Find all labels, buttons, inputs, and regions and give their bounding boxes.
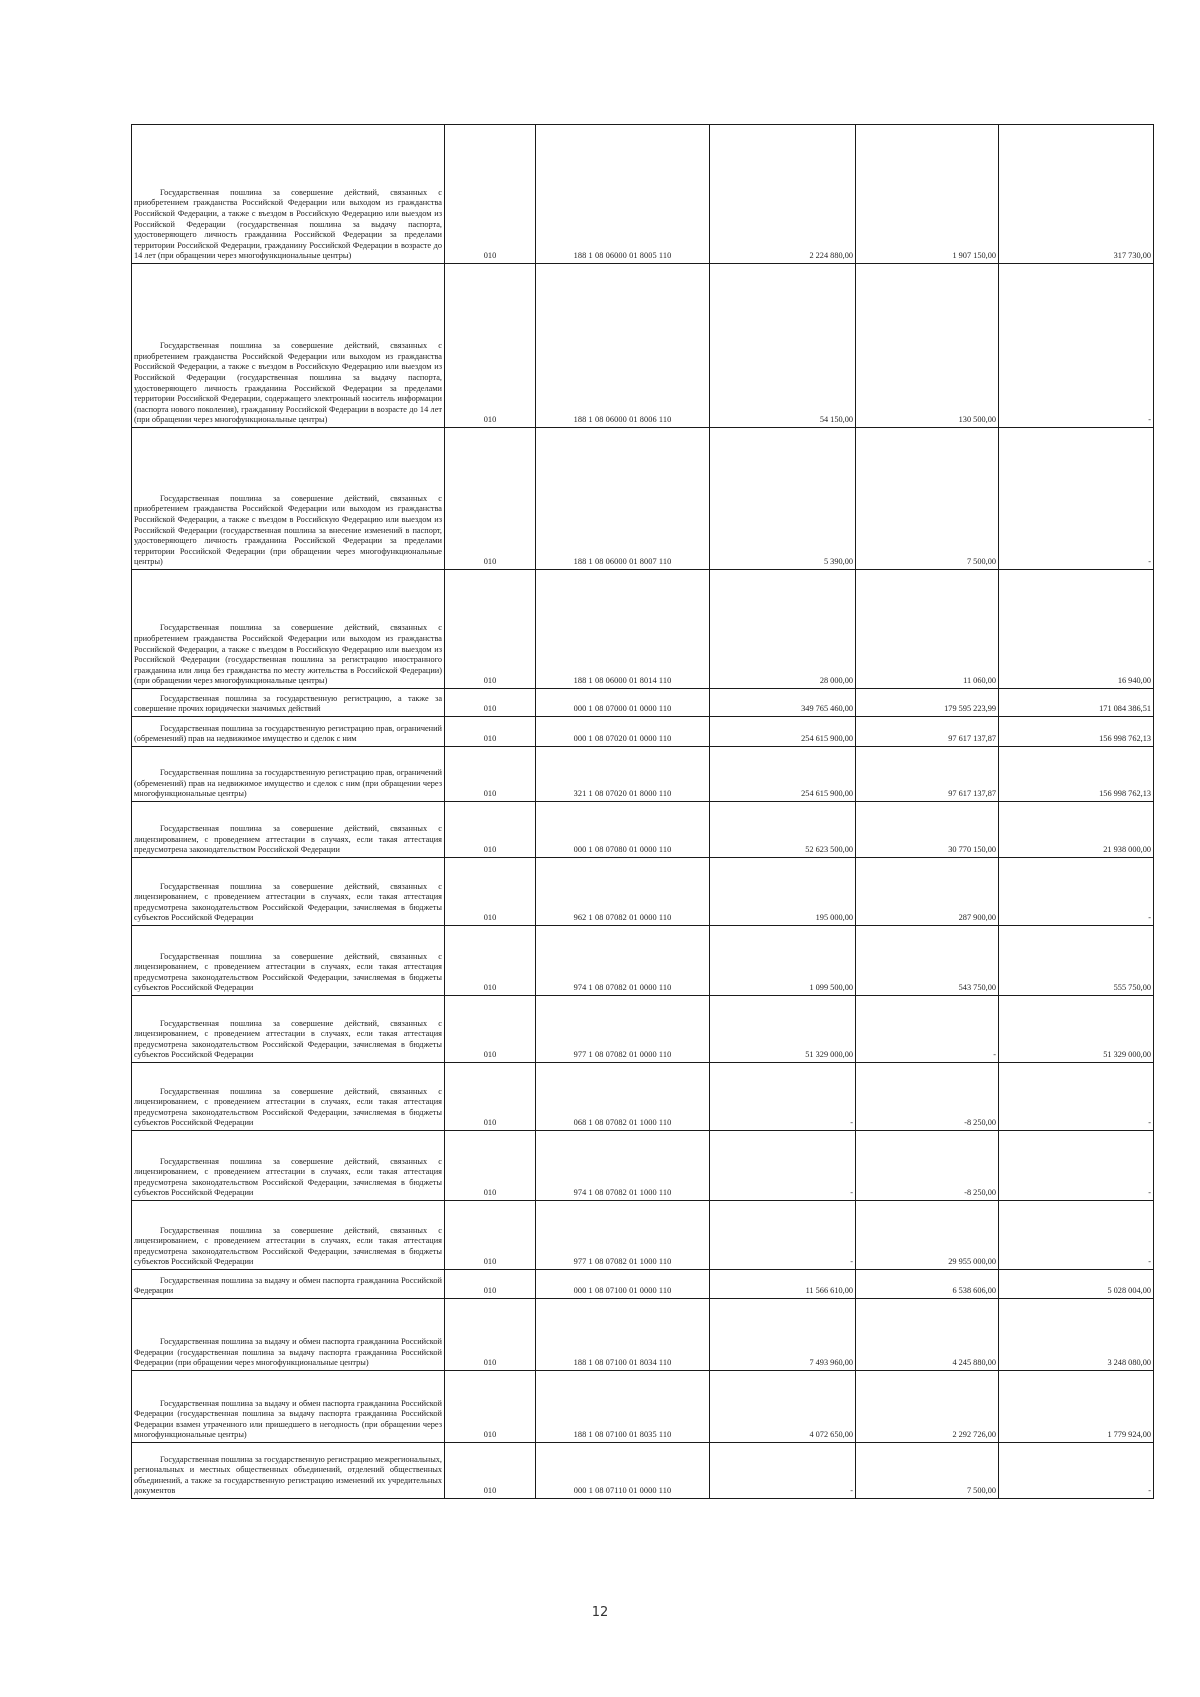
- row-value-2: -8 250,00: [856, 1063, 999, 1131]
- row-budget-code: 962 1 08 07082 01 0000 110: [536, 858, 710, 926]
- row-value-3: 16 940,00: [999, 570, 1154, 689]
- row-value-3: 555 750,00: [999, 926, 1154, 996]
- table-row: [132, 1063, 1154, 1131]
- row-value-3: 317 730,00: [999, 125, 1154, 264]
- row-value-3: 1 779 924,00: [999, 1371, 1154, 1443]
- row-value-1: -: [710, 1443, 856, 1499]
- table-row: [132, 1299, 1154, 1371]
- row-value-2: 543 750,00: [856, 926, 999, 996]
- row-value-2: -: [856, 996, 999, 1063]
- table-row: [132, 1131, 1154, 1201]
- row-budget-code: 974 1 08 07082 01 0000 110: [536, 926, 710, 996]
- row-budget-code: 000 1 08 07020 01 0000 110: [536, 717, 710, 747]
- row-value-1: 5 390,00: [710, 428, 856, 570]
- row-budget-code: 068 1 08 07082 01 1000 110: [536, 1063, 710, 1131]
- row-value-2: 130 500,00: [856, 264, 999, 428]
- row-code: 010: [445, 1270, 536, 1299]
- row-budget-code: 188 1 08 06000 01 8005 110: [536, 125, 710, 264]
- row-value-1: 52 623 500,00: [710, 802, 856, 858]
- revenue-table: [131, 124, 1154, 1499]
- row-code: 010: [445, 1063, 536, 1131]
- row-description: Государственная пошлина за выдачу и обмен паспорта гражданина Российской Федерации (государственная пошлина за выдачу паспорта гражданина Российской Федерации (при обращении через многофункциональные центры): [132, 1299, 445, 1371]
- row-value-2: -8 250,00: [856, 1131, 999, 1201]
- row-budget-code: 000 1 08 07110 01 0000 110: [536, 1443, 710, 1499]
- row-budget-code: 188 1 08 07100 01 8035 110: [536, 1371, 710, 1443]
- table-row: [132, 926, 1154, 996]
- row-budget-code: 974 1 08 07082 01 1000 110: [536, 1131, 710, 1201]
- row-value-3: -: [999, 1201, 1154, 1270]
- row-description: Государственная пошлина за совершение действий, связанных с лицензированием, с проведением аттестации в случаях, если такая аттестация предусмотрена законодательством Российской Федерации: [132, 802, 445, 858]
- page-number: 12: [591, 1605, 609, 1620]
- row-code: 010: [445, 1299, 536, 1371]
- row-value-1: 7 493 960,00: [710, 1299, 856, 1371]
- row-value-1: 254 615 900,00: [710, 747, 856, 802]
- row-value-1: 349 765 460,00: [710, 689, 856, 717]
- row-value-2: 179 595 223,99: [856, 689, 999, 717]
- row-value-1: 254 615 900,00: [710, 717, 856, 747]
- row-description: Государственная пошлина за государственную регистрацию прав, ограничений (обременений) прав на недвижимое имущество и сделок с ним: [132, 717, 445, 747]
- row-code: 010: [445, 926, 536, 996]
- row-value-2: 1 907 150,00: [856, 125, 999, 264]
- row-description: Государственная пошлина за совершение действий, связанных с лицензированием, с проведением аттестации в случаях, если такая аттестация предусмотрена законодательством Российской Федерации, зачисляемая в бюджеты субъектов Российской Федерации: [132, 858, 445, 926]
- row-value-2: 30 770 150,00: [856, 802, 999, 858]
- row-value-1: 11 566 610,00: [710, 1270, 856, 1299]
- row-code: 010: [445, 125, 536, 264]
- table-row: [132, 802, 1154, 858]
- row-budget-code: 977 1 08 07082 01 0000 110: [536, 996, 710, 1063]
- table-row: [132, 570, 1154, 689]
- row-description: Государственная пошлина за совершение действий, связанных с приобретением гражданства Российской Федерации или выходом из гражданства Российской Федерации, а также с въездом в Российскую Федерацию или выездом из Российской Федерации (государственная пошлина за регистрацию иностранного гражданина или лица без гражданства по месту жительства в Российской Федерации) (при обращении через многофункциональные центры): [132, 570, 445, 689]
- row-budget-code: 188 1 08 06000 01 8014 110: [536, 570, 710, 689]
- row-code: 010: [445, 428, 536, 570]
- row-value-2: 29 955 000,00: [856, 1201, 999, 1270]
- row-description: Государственная пошлина за выдачу и обмен паспорта гражданина Российской Федерации (государственная пошлина за выдачу паспорта гражданина Российской Федерации взамен утраченного или пришедшего в негодность (при обращении через многофункциональные центры): [132, 1371, 445, 1443]
- row-value-2: 2 292 726,00: [856, 1371, 999, 1443]
- row-budget-code: 000 1 08 07080 01 0000 110: [536, 802, 710, 858]
- row-code: 010: [445, 570, 536, 689]
- table-row: [132, 996, 1154, 1063]
- table-row: [132, 717, 1154, 747]
- row-value-1: 1 099 500,00: [710, 926, 856, 996]
- row-budget-code: 188 1 08 06000 01 8007 110: [536, 428, 710, 570]
- row-value-3: 21 938 000,00: [999, 802, 1154, 858]
- row-description: Государственная пошлина за государственную регистрацию, а также за совершение прочих юридически значимых действий: [132, 689, 445, 717]
- row-description: Государственная пошлина за совершение действий, связанных с лицензированием, с проведением аттестации в случаях, если такая аттестация предусмотрена законодательством Российской Федерации, зачисляемая в бюджеты субъектов Российской Федерации: [132, 1063, 445, 1131]
- row-budget-code: 321 1 08 07020 01 8000 110: [536, 747, 710, 802]
- row-code: 010: [445, 996, 536, 1063]
- row-value-3: 171 084 386,51: [999, 689, 1154, 717]
- table-row: [132, 1443, 1154, 1499]
- row-value-3: -: [999, 1131, 1154, 1201]
- table-row: [132, 125, 1154, 264]
- row-value-2: 97 617 137,87: [856, 717, 999, 747]
- row-value-1: 4 072 650,00: [710, 1371, 856, 1443]
- row-value-3: -: [999, 858, 1154, 926]
- row-description: Государственная пошлина за совершение действий, связанных с лицензированием, с проведением аттестации в случаях, если такая аттестация предусмотрена законодательством Российской Федерации, зачисляемая в бюджеты субъектов Российской Федерации: [132, 1201, 445, 1270]
- row-description: Государственная пошлина за государственную регистрацию межрегиональных, региональных и местных общественных объединений, отделений общественных объединений, а также за государственную регистрацию изменений их учредительных документов: [132, 1443, 445, 1499]
- row-budget-code: 977 1 08 07082 01 1000 110: [536, 1201, 710, 1270]
- row-code: 010: [445, 802, 536, 858]
- row-code: 010: [445, 1371, 536, 1443]
- row-value-1: -: [710, 1131, 856, 1201]
- row-description: Государственная пошлина за совершение действий, связанных с приобретением гражданства Российской Федерации или выходом из гражданства Российской Федерации, а также с въездом в Российскую Федерацию или выездом из Российской Федерации (государственная пошлина за выдачу паспорта, удостоверяющего личность гражданина Российской Федерации за пределами территории Российской Федерации, гражданину Российской Федерации в возрасте до 14 лет (при обращении через многофункциональные центры): [132, 125, 445, 264]
- row-code: 010: [445, 747, 536, 802]
- row-value-3: -: [999, 1443, 1154, 1499]
- row-value-1: -: [710, 1201, 856, 1270]
- row-description: Государственная пошлина за выдачу и обмен паспорта гражданина Российской Федерации: [132, 1270, 445, 1299]
- row-value-3: -: [999, 264, 1154, 428]
- row-description: Государственная пошлина за совершение действий, связанных с лицензированием, с проведением аттестации в случаях, если такая аттестация предусмотрена законодательством Российской Федерации, зачисляемая в бюджеты субъектов Российской Федерации: [132, 996, 445, 1063]
- row-description: Государственная пошлина за государственную регистрацию прав, ограничений (обременений) прав на недвижимое имущество и сделок с ним (при обращении через многофункциональные центры): [132, 747, 445, 802]
- row-description: Государственная пошлина за совершение действий, связанных с приобретением гражданства Российской Федерации или выходом из гражданства Российской Федерации, а также с въездом в Российскую Федерацию или выездом из Российской Федерации (государственная пошлина за внесение изменений в паспорт, удостоверяющего личность гражданина Российской Федерации за пределами территории Российской Федерации (при обращении через многофункциональные центры): [132, 428, 445, 570]
- row-code: 010: [445, 1201, 536, 1270]
- table-row: [132, 858, 1154, 926]
- row-value-1: 54 150,00: [710, 264, 856, 428]
- row-value-3: -: [999, 428, 1154, 570]
- row-description: Государственная пошлина за совершение действий, связанных с приобретением гражданства Российской Федерации или выходом из гражданства Российской Федерации, а также с въездом в Российскую Федерацию или выездом из Российской Федерации (государственная пошлина за выдачу паспорта, удостоверяющего личность гражданина Российской Федерации за пределами территории Российской Федерации, содержащего электронный носитель информации (паспорта нового поколения), гражданину Российской Федерации в возрасте до 14 лет (при обращении через многофункциональные центры): [132, 264, 445, 428]
- table-body: [132, 125, 1154, 1499]
- row-code: 010: [445, 858, 536, 926]
- row-value-1: 51 329 000,00: [710, 996, 856, 1063]
- row-value-2: 7 500,00: [856, 1443, 999, 1499]
- row-value-2: 6 538 606,00: [856, 1270, 999, 1299]
- row-code: 010: [445, 1443, 536, 1499]
- row-value-3: -: [999, 1063, 1154, 1131]
- table-row: [132, 747, 1154, 802]
- row-budget-code: 188 1 08 07100 01 8034 110: [536, 1299, 710, 1371]
- row-code: 010: [445, 717, 536, 747]
- row-value-2: 7 500,00: [856, 428, 999, 570]
- table-row: [132, 1371, 1154, 1443]
- row-value-1: 195 000,00: [710, 858, 856, 926]
- row-value-1: -: [710, 1063, 856, 1131]
- row-value-3: 51 329 000,00: [999, 996, 1154, 1063]
- row-value-1: 2 224 880,00: [710, 125, 856, 264]
- row-description: Государственная пошлина за совершение действий, связанных с лицензированием, с проведением аттестации в случаях, если такая аттестация предусмотрена законодательством Российской Федерации, зачисляемая в бюджеты субъектов Российской Федерации: [132, 1131, 445, 1201]
- table-row: [132, 264, 1154, 428]
- row-code: 010: [445, 689, 536, 717]
- table-row: [132, 1270, 1154, 1299]
- row-budget-code: 000 1 08 07000 01 0000 110: [536, 689, 710, 717]
- row-value-2: 4 245 880,00: [856, 1299, 999, 1371]
- row-value-3: 5 028 004,00: [999, 1270, 1154, 1299]
- row-budget-code: 188 1 08 06000 01 8006 110: [536, 264, 710, 428]
- row-value-1: 28 000,00: [710, 570, 856, 689]
- row-value-2: 11 060,00: [856, 570, 999, 689]
- row-code: 010: [445, 1131, 536, 1201]
- row-description: Государственная пошлина за совершение действий, связанных с лицензированием, с проведением аттестации в случаях, если такая аттестация предусмотрена законодательством Российской Федерации, зачисляемая в бюджеты субъектов Российской Федерации: [132, 926, 445, 996]
- table-row: [132, 1201, 1154, 1270]
- row-budget-code: 000 1 08 07100 01 0000 110: [536, 1270, 710, 1299]
- row-value-2: 97 617 137,87: [856, 747, 999, 802]
- row-value-2: 287 900,00: [856, 858, 999, 926]
- row-code: 010: [445, 264, 536, 428]
- row-value-3: 3 248 080,00: [999, 1299, 1154, 1371]
- row-value-3: 156 998 762,13: [999, 717, 1154, 747]
- table-row: [132, 689, 1154, 717]
- table-row: [132, 428, 1154, 570]
- row-value-3: 156 998 762,13: [999, 747, 1154, 802]
